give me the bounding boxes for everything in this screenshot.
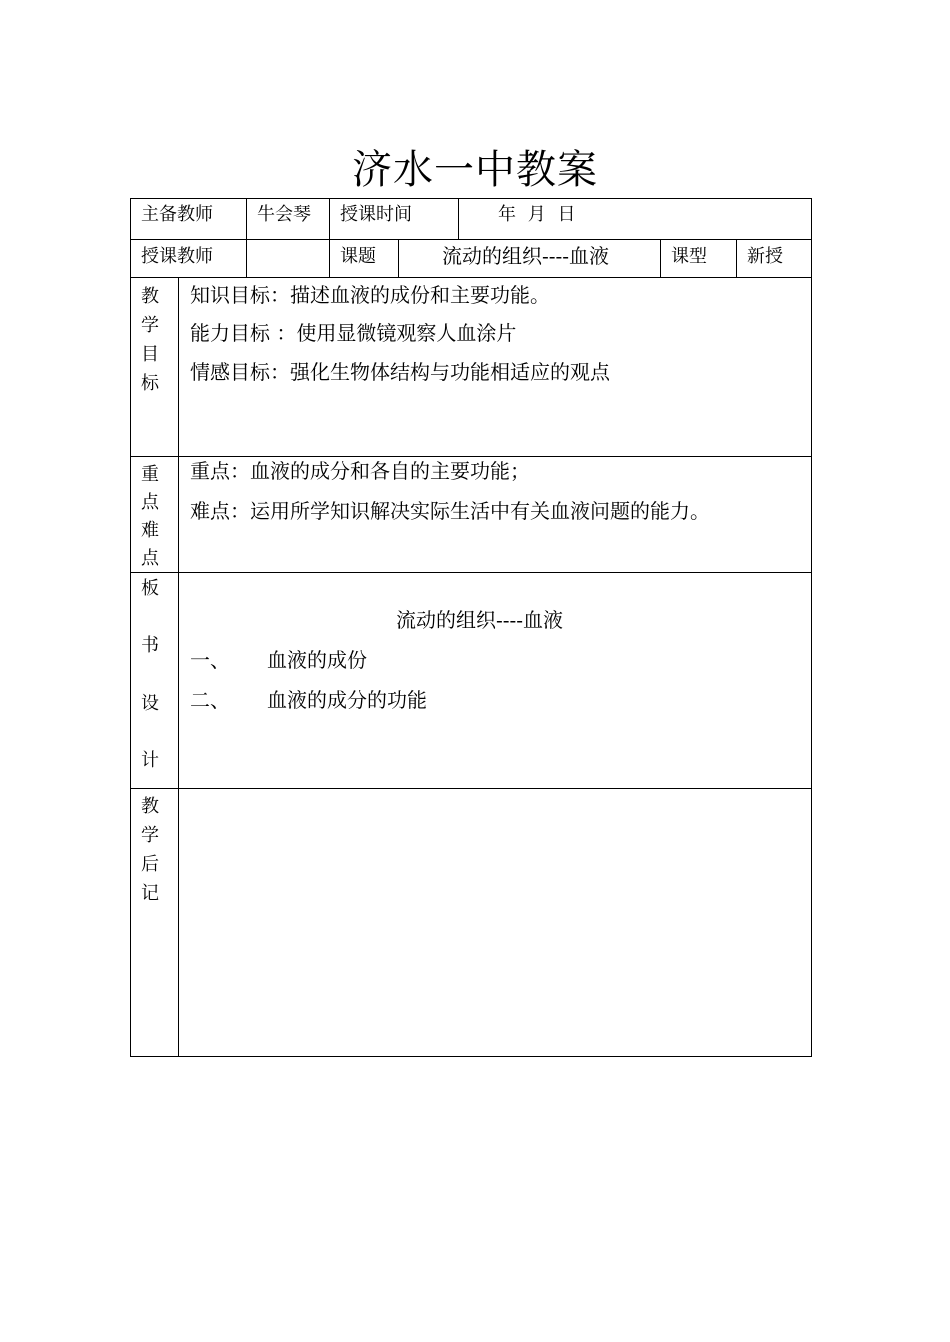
- objectives-label: 教 学 目 标: [141, 286, 159, 394]
- row-divider: [130, 788, 812, 789]
- key-point: 重点：血液的成分和各自的主要功能；: [190, 459, 530, 483]
- lead-teacher-value: 牛会琴: [257, 204, 311, 225]
- col-divider: [329, 239, 330, 277]
- reflection-label: 教 学 后 记: [141, 796, 159, 904]
- emotion-objective: 情感目标：强化生物体结构与功能相适应的观点: [190, 360, 610, 384]
- col-divider: [458, 198, 459, 239]
- board-item-text: 血液的成分的功能: [267, 688, 427, 712]
- row-divider: [130, 456, 812, 457]
- row-divider: [130, 572, 812, 573]
- board-item-text: 血液的成份: [267, 648, 367, 672]
- col-divider: [178, 277, 179, 1057]
- col-divider: [329, 198, 330, 239]
- row-divider: [130, 277, 812, 278]
- lead-teacher-label: 主备教师: [141, 204, 213, 225]
- knowledge-objective: 知识目标：描述血液的成份和主要功能。: [190, 283, 550, 307]
- page-title: 济水一中教案: [352, 147, 598, 193]
- topic-label: 课题: [340, 246, 376, 267]
- topic-value: 流动的组织----血液: [442, 244, 610, 268]
- col-divider: [398, 239, 399, 277]
- col-divider: [736, 239, 737, 277]
- col-divider: [246, 239, 247, 277]
- col-divider: [246, 198, 247, 239]
- col-divider: [660, 239, 661, 277]
- board-item-number: 一、: [190, 648, 230, 672]
- ability-objective: 能力目标 ：使用显微镜观察人血涂片: [190, 321, 517, 345]
- board-heading: 流动的组织----血液: [396, 608, 564, 632]
- difficult-point: 难点：运用所学知识解决实际生活中有关血液问题的能力。: [190, 499, 710, 523]
- board-item-number: 二、: [190, 688, 230, 712]
- lesson-time-label: 授课时间: [340, 204, 412, 225]
- type-value: 新授: [747, 246, 783, 267]
- teacher-label: 授课教师: [141, 246, 213, 267]
- row-divider: [130, 239, 812, 240]
- board-design-label: 板 书 设 计: [141, 578, 159, 772]
- type-label: 课型: [671, 246, 707, 267]
- key-points-label: 重 点 难 点: [141, 464, 159, 569]
- lesson-time-value: 年 月 日: [498, 204, 576, 225]
